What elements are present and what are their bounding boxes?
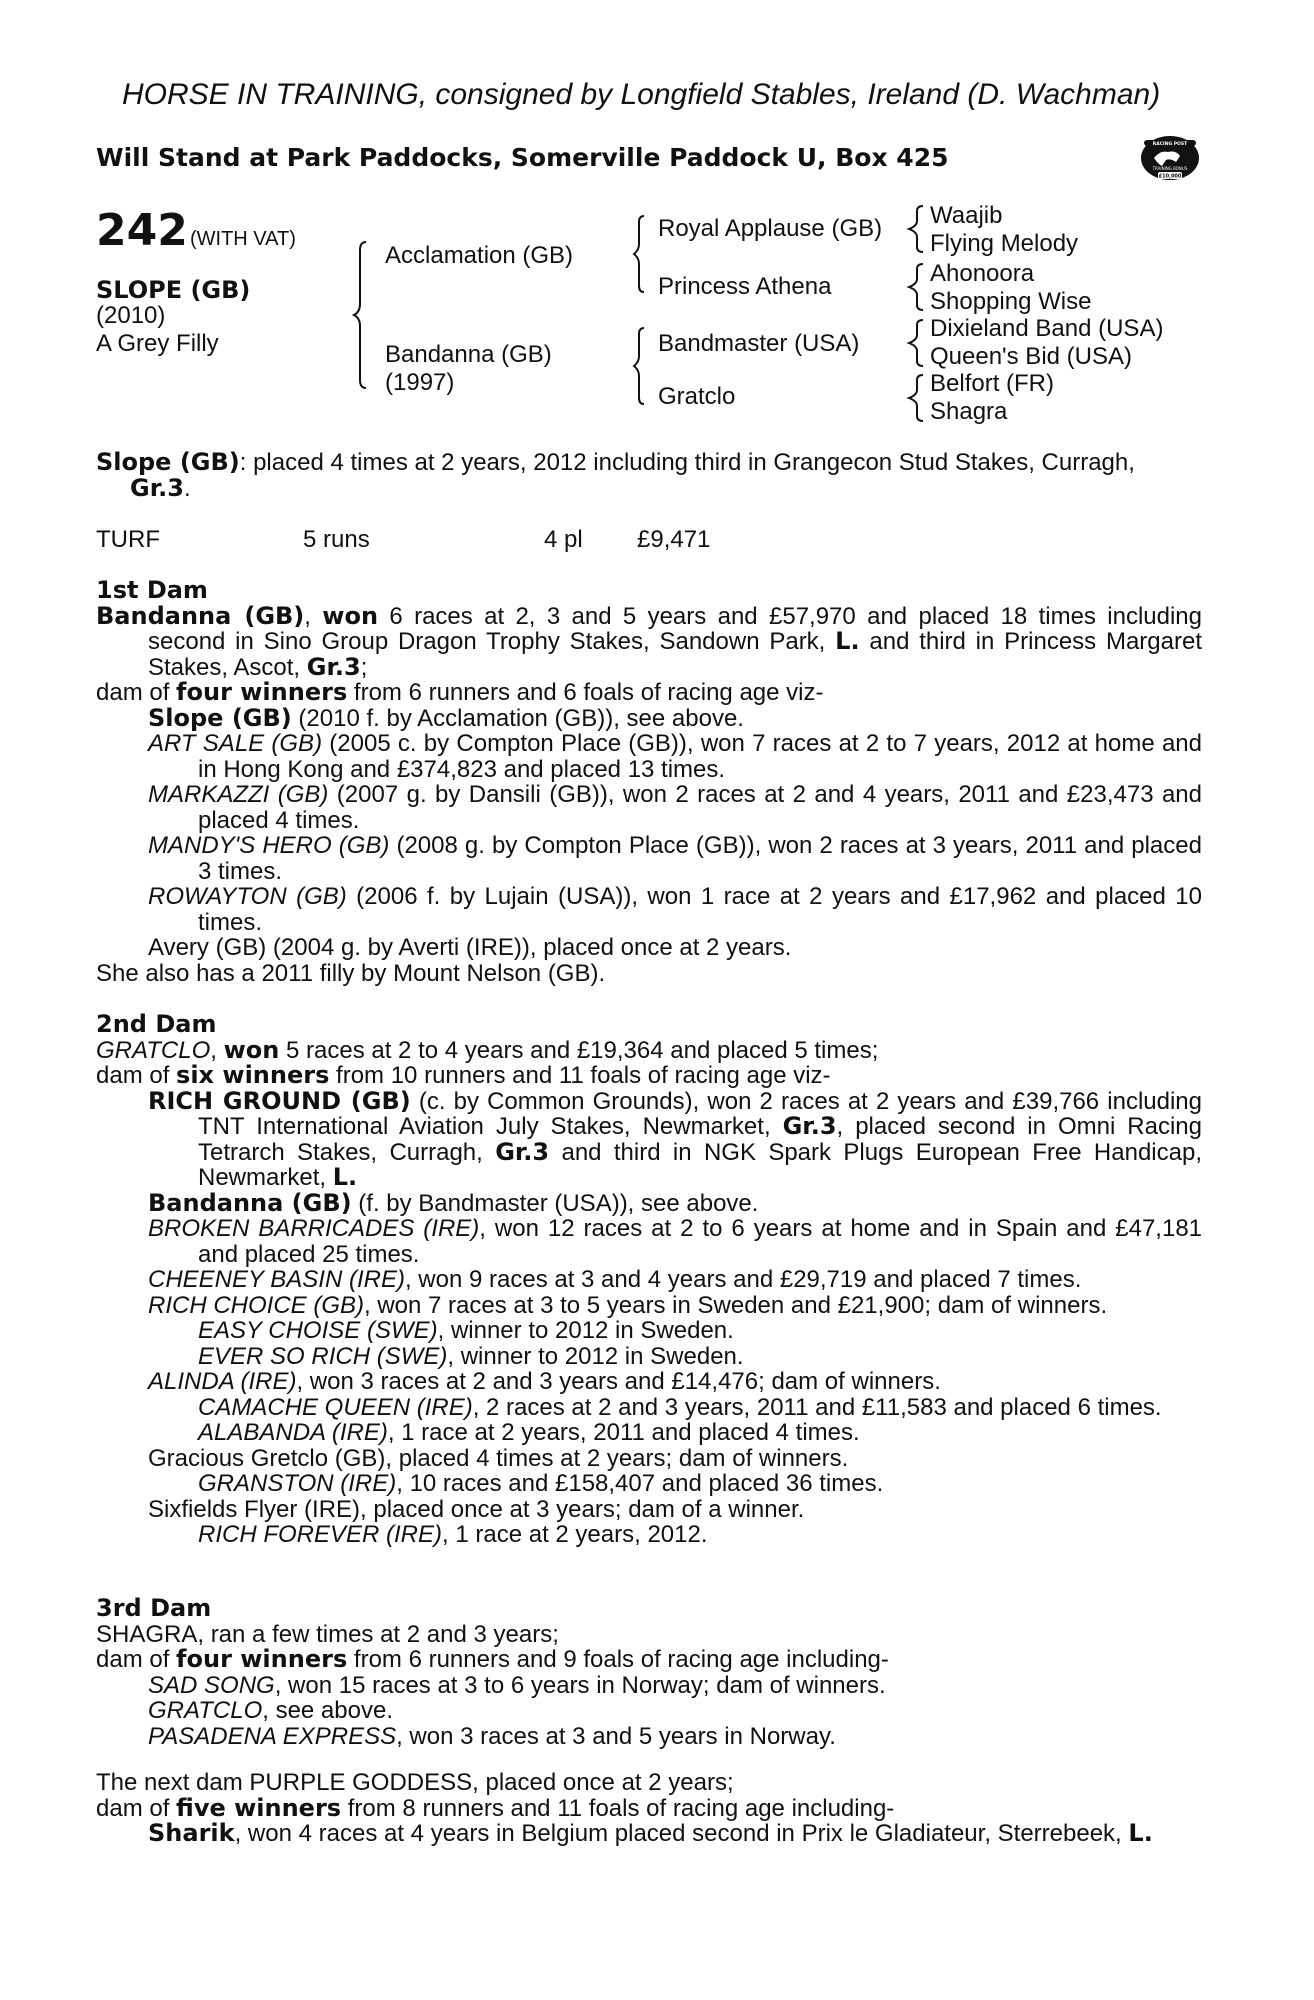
progeny-item: Gracious Gretclo (GB), placed 4 times at 2 years; dam of winners. bbox=[148, 1444, 849, 1472]
lot-number: 242 bbox=[96, 205, 188, 256]
pedigree-sire-dam: Princess Athena bbox=[658, 273, 832, 300]
racing-post-bonus-logo bbox=[1140, 132, 1200, 182]
pedigree-ddd: Shagra bbox=[930, 398, 1008, 425]
record-placed: 4 pl bbox=[544, 526, 583, 553]
second-dam-heading: 2nd Dam bbox=[96, 1010, 217, 1038]
svg-text:£10,000: £10,000 bbox=[1158, 173, 1182, 180]
third-dam-section bbox=[96, 1596, 1202, 1749]
progeny-item: GRANSTON (IRE), 10 races and £158,407 and placed 36 times. bbox=[198, 1470, 884, 1497]
progeny-item: ART SALE (GB) (2005 c. by Compton Place (GB)), won 7 races at 2 to 7 years, 2012 at home and in Hong Kong and £374,823 and placed 13 times. bbox=[148, 730, 1202, 783]
pedigree-sds: Ahonoora bbox=[930, 260, 1035, 287]
pedigree-ssd: Flying Melody bbox=[930, 230, 1079, 257]
second-dam-damof: dam of six winners from 10 runners and 11 foals of racing age viz- bbox=[96, 1061, 831, 1089]
pedigree-sss: Waajib bbox=[930, 202, 1003, 229]
progeny-item: EASY CHOISE (SWE), winner to 2012 in Sweden. bbox=[198, 1317, 734, 1344]
pedigree-dsd: Queen's Bid (USA) bbox=[930, 343, 1132, 370]
progeny-item: Sharik, won 4 races at 4 years in Belgium placed second in Prix le Gladiateur, Sterrebeek, L. bbox=[148, 1819, 1153, 1847]
third-dam-heading: 3rd Dam bbox=[96, 1594, 212, 1622]
summary-paragraph: Slope (GB): placed 4 times at 2 years, 2012 including third in Grangecon Stud Stakes, Curragh, Gr.3. bbox=[96, 448, 1135, 502]
progeny-item: MANDY'S HERO (GB) (2008 g. by Compton Place (GB)), won 2 races at 3 years, 2011 and placed 3 times. bbox=[148, 832, 1202, 885]
pedigree-dam-year: (1997) bbox=[385, 369, 455, 396]
pedigree-sire: Acclamation (GB) bbox=[385, 242, 574, 269]
pedigree-brace-dd bbox=[905, 373, 927, 427]
progeny-item: GRATCLO, see above. bbox=[148, 1697, 393, 1724]
pedigree-dam-sire: Bandmaster (USA) bbox=[658, 330, 860, 357]
horse-description: A Grey Filly bbox=[96, 330, 219, 357]
second-dam-summary: GRATCLO, won 5 races at 2 to 4 years and £19,364 and placed 5 times; bbox=[96, 1035, 879, 1064]
pedigree-brace-sire bbox=[632, 214, 648, 298]
horse-name: SLOPE (GB) bbox=[96, 276, 251, 304]
progeny-item: Avery (GB) (2004 g. by Averti (IRE)), placed once at 2 years. bbox=[148, 934, 792, 961]
first-dam-also: She also has a 2011 filly by Mount Nelson (GB). bbox=[96, 959, 606, 987]
pedigree-sdd: Shopping Wise bbox=[930, 288, 1092, 315]
page-title: HORSE IN TRAINING, consigned by Longfield Stables, Ireland (D. Wachman) bbox=[122, 78, 1161, 111]
second-dam-section bbox=[96, 1012, 1202, 1548]
progeny-item: SAD SONG, won 15 races at 3 to 6 years in Norway; dam of winners. bbox=[148, 1671, 886, 1699]
progeny-item: RICH FOREVER (IRE), 1 race at 2 years, 2012. bbox=[198, 1521, 708, 1548]
svg-text:RACING POST: RACING POST bbox=[1152, 142, 1188, 147]
pedigree-brace-sd bbox=[905, 262, 927, 316]
stand-location: Will Stand at Park Paddocks, Somerville Paddock U, Box 425 bbox=[96, 143, 949, 172]
third-dam-damof: dam of four winners from 6 runners and 9 foals of racing age including- bbox=[96, 1645, 889, 1673]
progeny-item: Sixfields Flyer (IRE), placed once at 3 years; dam of a winner. bbox=[148, 1495, 805, 1523]
pedigree-brace-ss bbox=[905, 204, 927, 258]
record-surface: TURF bbox=[96, 526, 160, 553]
progeny-item: ALINDA (IRE), won 3 races at 2 and 3 years and £14,476; dam of winners. bbox=[148, 1368, 941, 1395]
vat-note: (WITH VAT) bbox=[190, 228, 296, 250]
progeny-item: MARKAZZI (GB) (2007 g. by Dansili (GB)), won 2 races at 2 and 4 years, 2011 and £23,473 and placed 4 times. bbox=[148, 781, 1202, 834]
horse-year: (2010) bbox=[96, 302, 166, 329]
progeny-item: CAMACHE QUEEN (IRE), 2 races at 2 and 3 years, 2011 and £11,583 and placed 6 times. bbox=[198, 1393, 1162, 1421]
next-dam-section bbox=[96, 1770, 1202, 1847]
progeny-item: Slope (GB) (2010 f. by Acclamation (GB)), see above. bbox=[148, 703, 744, 732]
svg-text:TRAINING BONUS: TRAINING BONUS bbox=[1152, 166, 1188, 171]
progeny-item: BROKEN BARRICADES (IRE), won 12 races at 2 to 6 years at home and in Spain and £47,181 and placed 25 times. bbox=[148, 1215, 1203, 1268]
summary-horse-name: Slope (GB) bbox=[96, 448, 240, 476]
first-dam-damof: dam of four winners from 6 runners and 6 foals of racing age viz- bbox=[96, 678, 824, 706]
first-dam-heading: 1st Dam bbox=[96, 576, 208, 604]
next-dam-summary: The next dam PURPLE GODDESS, placed once at 2 years; bbox=[96, 1769, 734, 1796]
pedigree-brace-main bbox=[352, 240, 372, 394]
record-runs: 5 runs bbox=[303, 526, 370, 553]
pedigree-dss: Dixieland Band (USA) bbox=[930, 315, 1164, 342]
progeny-item: CHEENEY BASIN (IRE), won 9 races at 3 and 4 years and £29,719 and placed 7 times. bbox=[148, 1266, 1082, 1293]
pedigree-dam-dam: Gratclo bbox=[658, 383, 736, 410]
progeny-item: ROWAYTON (GB) (2006 f. by Lujain (USA)), won 1 race at 2 years and £17,962 and placed 10 times. bbox=[148, 883, 1202, 936]
progeny-item: ALABANDA (IRE), 1 race at 2 years, 2011 and placed 4 times. bbox=[198, 1419, 860, 1446]
pedigree-sire-sire: Royal Applause (GB) bbox=[658, 215, 883, 242]
progeny-item: EVER SO RICH (SWE), winner to 2012 in Sweden. bbox=[198, 1342, 744, 1370]
progeny-item: RICH GROUND (GB) (c. by Common Grounds), won 2 races at 2 years and £39,766 including TNT International Aviation July Stakes, Newmarket, Gr.3, placed second in Omni Racing Tetrarch Stakes, Curragh, Gr.3 and third in NGK Spark Plugs European Free Handicap, Newmarket, L. bbox=[148, 1086, 1203, 1191]
progeny-item: RICH CHOICE (GB), won 7 races at 3 to 5 years in Sweden and £21,900; dam of winners. bbox=[148, 1291, 1108, 1319]
record-earnings: £9,471 bbox=[637, 526, 711, 553]
first-dam-section bbox=[96, 578, 1202, 986]
third-dam-summary: SHAGRA, ran a few times at 2 and 3 years; bbox=[96, 1620, 559, 1648]
pedigree-dds: Belfort (FR) bbox=[930, 370, 1055, 397]
pedigree-dam: Bandanna (GB) bbox=[385, 341, 552, 368]
progeny-item: PASADENA EXPRESS, won 3 races at 3 and 5 years in Norway. bbox=[148, 1722, 836, 1750]
pedigree-brace-ds bbox=[905, 318, 927, 372]
pedigree-brace-dam bbox=[632, 326, 648, 410]
progeny-item: Bandanna (GB) (f. by Bandmaster (USA)), see above. bbox=[148, 1188, 759, 1217]
next-dam-damof: dam of five winners from 8 runners and 11 foals of racing age including- bbox=[96, 1793, 895, 1822]
first-dam-summary: Bandanna (GB), won 6 races at 2, 3 and 5 years and £57,970 and placed 18 times including second in Sino Group Dragon Trophy Stakes, Sandown Park, L. and third in Princess Margaret Stakes, Ascot, Gr.3; bbox=[96, 601, 1203, 681]
